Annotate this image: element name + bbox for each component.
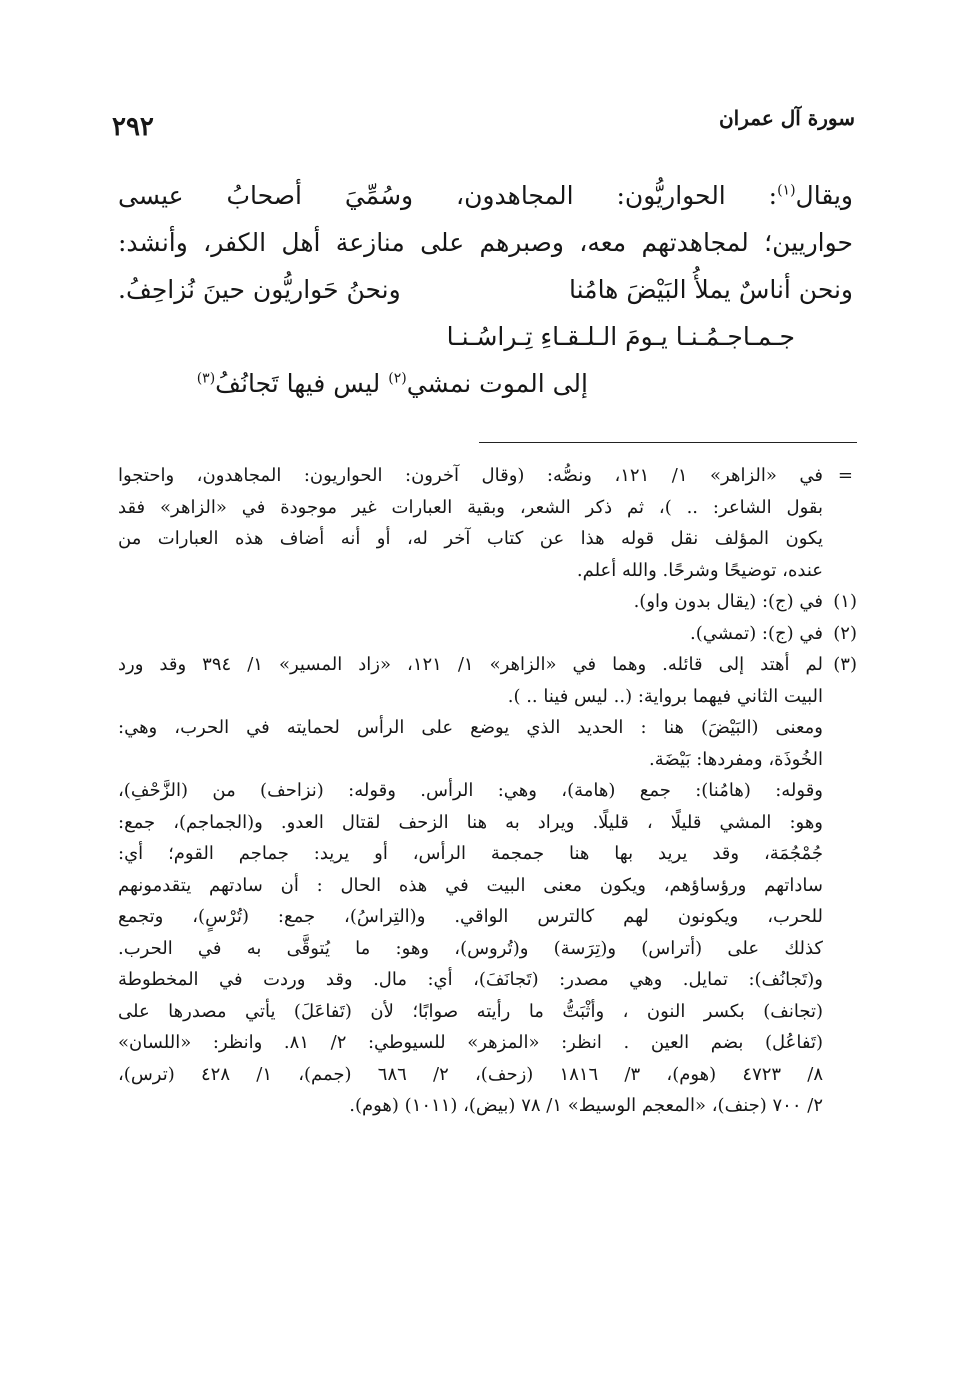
footnote-2-text: في (ج): (تمشي).	[689, 622, 823, 644]
surah-title: سورة آل عمران	[718, 106, 855, 130]
footnote-line: ومعنى (البَيْضَ) هنا : الحديد الذي يوضع على الرأس لحمايته في الحرب، وهي:	[118, 717, 823, 738]
footnotes	[118, 460, 857, 1122]
verse-1-second-hemistich: ونحنُ حَواريُّون حينَ نُزاحِفُ.	[118, 275, 401, 304]
footnote-ref-3: (٣)	[196, 370, 216, 387]
footnote-2-marker: (٢)	[833, 622, 857, 644]
verse-3-end: ليس فيها تَجانُفُ	[215, 369, 389, 398]
footnote-line: يكون المؤلف نقل قوله هذا عن كتاب آخر له، أو أنه أضاف هذه العبارات من	[118, 528, 823, 549]
footnote-line: الخُوذَة، ومفردها: بَيْضَة.	[649, 748, 823, 770]
footnote-line: (تَفاعُل) بضم العين . انظر: «المزهر» للسيوطي: ٢/ ٨١. وانظر: «اللسان»	[118, 1032, 823, 1053]
verse-line-3	[118, 360, 853, 407]
footnote-1-marker: (١)	[833, 591, 857, 612]
footnote-line: جُمْجُمَة، وقد يريد بها هنا جمجمة الرأس، أو يريد: جماجم القوم؛ أي:	[118, 843, 823, 864]
main-line-1-start: ويقال	[795, 181, 853, 210]
footnote-line: في «الزاهر» ١/ ١٢١، ونصُّه: (وقال آخرون: الحواريون: المجاهدون، واحتجوا	[118, 465, 823, 486]
footnote-line: وقوله: (هامُنا): جمع (هامة)، وهي: الرأس. وقوله: (نزاحف) من (الزَّحْفِ)،	[118, 780, 823, 801]
footnote-ref-1: (١)	[777, 182, 796, 199]
footnote-ref-2: (٢)	[388, 370, 407, 387]
footnote-line: ٢/ ٧٠٠ (جنف)، «المعجم الوسيط» ١/ ٧٨ (بيض)، (١٠١١) (هوم).	[349, 1095, 823, 1116]
verse-3-start: إلى الموت نمشي	[406, 369, 588, 398]
footnote-line: ٨/ ٤٧٢٣ (هوم)، ٣/ ١٨١٦ (زحف)، ٢/ ٦٨٦ (جمم)، ١/ ٤٢٨ (ترس)،	[118, 1063, 824, 1085]
verse-line-1	[118, 266, 853, 313]
footnote-1-text: في (ج): (يقال بدون واو).	[633, 591, 823, 612]
footnote-3	[118, 649, 857, 1122]
footnote-line: (تجانف) بكسر النون ، وأثْبَتُّ ما رأيته صوابًا؛ لأن (تَفاعَلَ) يأتي مصدرها على	[118, 1000, 823, 1022]
footnote-line: وهو: المشي قليلًا ، قليلًا. ويراد به هنا الزحف لقتال العدو. و(الجماجم)، جمع:	[118, 811, 823, 833]
main-text	[118, 172, 853, 407]
main-line-1	[118, 172, 853, 219]
footnote-line: كذلك على (أتراس) و(تِرَسة) و(تُروس)، وهو: ما يُتوقَّى به في الحرب.	[118, 937, 823, 959]
footnote-line: للحرب، ويكونون لهم كالترس الواقي. و(التِراسُ)، جمع: (تُرْسٍ)، وتجمع	[118, 906, 823, 927]
page-number: ٢٩٢	[112, 112, 154, 142]
footnote-separator	[479, 442, 857, 443]
footnote-2	[118, 618, 857, 650]
main-line-1-rest: : الحواريُّون: المجاهدون، وسُمِّيَ أصحابُ عيسى	[118, 181, 778, 210]
verse-1-first-hemistich: ونحن أناسٌ يملأُ البَيْضَ هامُنا	[569, 275, 853, 304]
verse-line-2: جـمـاجـمُـنـا يـومَ الـلـقـاءِ تِـراسُـنـا	[446, 322, 795, 351]
main-line-2: حواريين؛ لمجاهدتهم معه، وصبرهم على منازعة أهل الكفر، وأنشد:	[118, 228, 853, 257]
footnote-line: عنده، توضيحًا وشرحًا. والله أعلم.	[576, 559, 823, 581]
footnote-line: بقول الشاعر: .. )، ثم ذكر الشعر، وبقية العبارات غير موجودة في «الزاهر» فقد	[118, 496, 823, 518]
footnote-3-marker: (٣)	[833, 654, 857, 675]
footnote-line: البيت الثاني فيهما برواية: (.. ليس فينا .. ).	[507, 685, 823, 707]
footnote-continuation	[118, 460, 857, 586]
footnote-line: ساداتهم ورؤساؤهم، ويكون معنى البيت في هذه الحال : أن سادتهم يتقدمونهم	[118, 874, 823, 896]
continuation-marker: =	[837, 465, 853, 486]
page-header	[112, 100, 855, 150]
footnote-line: لم أهتد إلى قائله. وهما في «الزاهر» ١/ ١٢١، «زاد المسير» ١/ ٣٩٤ وقد ورد	[118, 654, 823, 675]
footnote-1	[118, 586, 857, 618]
footnote-line: و(تَجانُف): تمايل. وهي مصدر: (تَجانَفَ)، أي: مال. وقد وردت في المخطوطة	[118, 969, 823, 990]
